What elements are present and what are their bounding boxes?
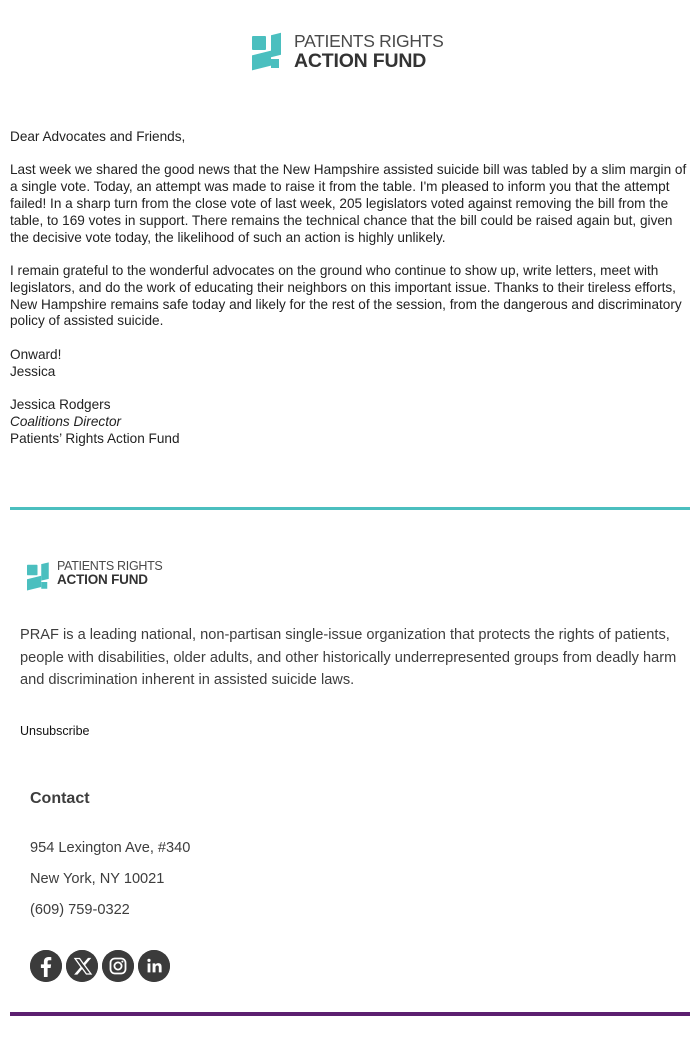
linkedin-icon[interactable] — [138, 950, 170, 982]
about-text: PRAF is a leading national, non-partisan single-issue organization that protects the rights of patients, people with disabilities, older adults, and other historically underrepresented groups from deadly harm and discrimination inherent in assisted suicide laws. — [20, 627, 677, 689]
section-divider-teal — [10, 507, 690, 510]
greeting: Dear Advocates and Friends, — [10, 129, 186, 144]
paragraph-1: Last week we shared the good news that the New Hampshire assisted suicide bill was tabled by a slim margin of a single vote. Today, an attempt was made to raise it from the table. I'm pleased to inform you that the attempt failed! In a sharp turn from the close vote of last week, 205 legislators voted against removing the bill from the table, to 169 votes in support. There remains the technical chance that the bill could be raised again but, given the decisive vote today, the likelihood of such an action is highly unlikely. — [10, 162, 687, 245]
signature-title: Coalitions Director — [10, 413, 122, 429]
closing-line1: Onward! — [10, 346, 62, 362]
paragraph-2: I remain grateful to the wonderful advocates on the ground who continue to show up, write letters, meet with legislators, and do the work of educating their neighbors on this important issue. Thanks to their tireless efforts, New Hampshire remains safe today and likely for the rest of the session, from the dangerous and discriminatory policy of assisted suicide. — [10, 262, 682, 329]
social-links — [30, 950, 170, 982]
unsubscribe-link[interactable]: Unsubscribe — [20, 724, 90, 738]
closing-line2: Jessica — [10, 363, 56, 379]
footer-logo-text-line1: PATIENTS RIGHTS — [57, 558, 163, 573]
facebook-icon[interactable] — [30, 950, 62, 982]
x-icon[interactable] — [66, 950, 98, 982]
address-line-2: New York, NY 10021 — [30, 871, 165, 887]
signature-name: Jessica Rodgers — [10, 396, 111, 412]
footer-logo-text-line2: ACTION FUND — [57, 572, 148, 587]
contact-heading: Contact — [30, 790, 90, 807]
footer-logo[interactable] — [27, 558, 162, 588]
closing — [10, 347, 690, 381]
address-line-1: 954 Lexington Ave, #340 — [30, 840, 191, 856]
header-logo[interactable] — [252, 30, 447, 74]
signature-org: Patients’ Rights Action Fund — [10, 430, 180, 446]
phone-number[interactable]: (609) 759-0322 — [30, 902, 130, 918]
logo-mark-icon — [252, 32, 286, 72]
footer-logo-mark-icon — [27, 562, 47, 585]
logo-text-line2: ACTION FUND — [294, 50, 427, 72]
signature — [10, 397, 690, 447]
logo-text-line1: PATIENTS RIGHTS — [294, 30, 444, 51]
footer-divider-purple — [10, 1012, 690, 1016]
letter-body — [10, 129, 690, 464]
instagram-icon[interactable] — [102, 950, 134, 982]
